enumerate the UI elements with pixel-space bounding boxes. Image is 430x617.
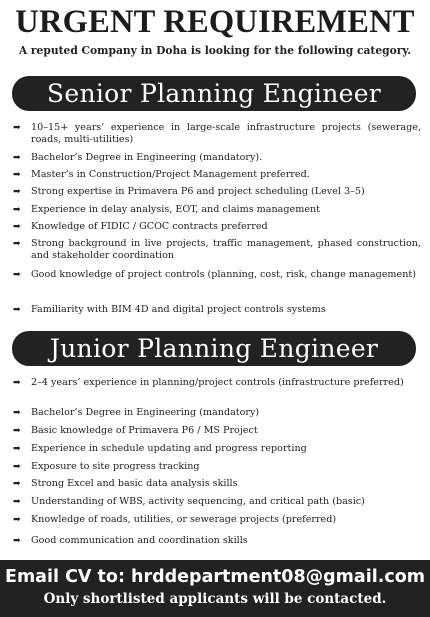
arrow-bullet-icon: ➡ xyxy=(13,515,21,525)
arrow-bullet-icon: ➡ xyxy=(13,444,21,454)
arrow-bullet-icon: ➡ xyxy=(13,305,21,315)
arrow-bullet-icon: ➡ xyxy=(13,123,21,133)
arrow-bullet-icon: ➡ xyxy=(13,239,21,249)
arrow-bullet-icon: ➡ xyxy=(13,270,21,280)
arrow-bullet-icon: ➡ xyxy=(13,426,21,436)
list-item-text: Master’s in Construction/Project Management preferred. xyxy=(31,169,310,180)
list-item-text: Good communication and coordination skills xyxy=(31,535,248,546)
list-item xyxy=(13,152,421,165)
list-item xyxy=(13,514,421,527)
list-item xyxy=(13,186,421,199)
list-item xyxy=(13,461,421,474)
list-item xyxy=(13,443,421,456)
list-item xyxy=(13,221,421,234)
list-item-text: Good knowledge of project controls (planning, cost, risk, change management) xyxy=(31,269,416,280)
list-item-text: Strong background in live projects, traffic management, phased construction, and stakeholder coordination xyxy=(31,238,421,261)
list-item xyxy=(13,478,421,491)
list-item xyxy=(13,169,421,182)
arrow-bullet-icon: ➡ xyxy=(13,497,21,507)
list-item xyxy=(13,535,421,548)
junior-section-banner xyxy=(12,331,416,366)
arrow-bullet-icon: ➡ xyxy=(13,378,21,388)
list-item-text: 10–15+ years’ experience in large-scale infrastructure projects (sewerage, roads, multi-utilities) xyxy=(31,122,421,145)
list-item-text: Experience in delay analysis, EOT, and claims management xyxy=(31,204,321,215)
list-item xyxy=(13,425,421,438)
list-item-text: Bachelor’s Degree in Engineering (mandatory). xyxy=(31,152,263,163)
list-item xyxy=(13,204,421,217)
list-item xyxy=(13,377,421,390)
senior-section-banner xyxy=(12,76,416,111)
arrow-bullet-icon: ➡ xyxy=(13,479,21,489)
email-line: Email CV to: hrddepartment08@gmail.com xyxy=(4,567,426,587)
arrow-bullet-icon: ➡ xyxy=(13,222,21,232)
list-item-text: Understanding of WBS, activity sequencing, and critical path (basic) xyxy=(31,496,365,507)
arrow-bullet-icon: ➡ xyxy=(13,408,21,418)
list-item xyxy=(13,407,421,420)
shortlist-note: Only shortlisted applicants will be contacted. xyxy=(43,591,387,607)
list-item xyxy=(13,122,421,145)
junior-section-title: Junior Planning Engineer xyxy=(49,334,379,363)
list-item-text: Knowledge of FIDIC / GCOC contracts preferred xyxy=(31,221,268,232)
list-item-text: Knowledge of roads, utilities, or sewerage projects (preferred) xyxy=(31,514,337,525)
footer-banner xyxy=(0,560,430,617)
arrow-bullet-icon: ➡ xyxy=(13,462,21,472)
list-item xyxy=(13,238,421,261)
list-item xyxy=(13,496,421,509)
list-item-text: Strong Excel and basic data analysis skills xyxy=(31,478,238,489)
arrow-bullet-icon: ➡ xyxy=(13,153,21,163)
list-item-text: Basic knowledge of Primavera P6 / MS Project xyxy=(31,425,258,436)
list-item-text: 2–4 years’ experience in planning/project controls (infrastructure preferred) xyxy=(31,377,404,388)
arrow-bullet-icon: ➡ xyxy=(13,170,21,180)
list-item xyxy=(13,304,421,317)
list-item-text: Bachelor’s Degree in Engineering (mandatory) xyxy=(31,407,260,418)
list-item-text: Exposure to site progress tracking xyxy=(31,461,200,472)
list-item-text: Experience in schedule updating and progress reporting xyxy=(31,443,307,454)
list-item xyxy=(13,269,421,282)
list-item-text: Strong expertise in Primavera P6 and project scheduling (Level 3–5) xyxy=(31,186,365,197)
subheadline: A reputed Company in Doha is looking for the following category. xyxy=(18,44,412,57)
arrow-bullet-icon: ➡ xyxy=(13,536,21,546)
arrow-bullet-icon: ➡ xyxy=(13,205,21,215)
headline: URGENT REQUIREMENT xyxy=(15,4,415,40)
arrow-bullet-icon: ➡ xyxy=(13,187,21,197)
senior-section-title: Senior Planning Engineer xyxy=(46,79,382,108)
list-item-text: Familiarity with BIM 4D and digital project controls systems xyxy=(31,304,326,315)
